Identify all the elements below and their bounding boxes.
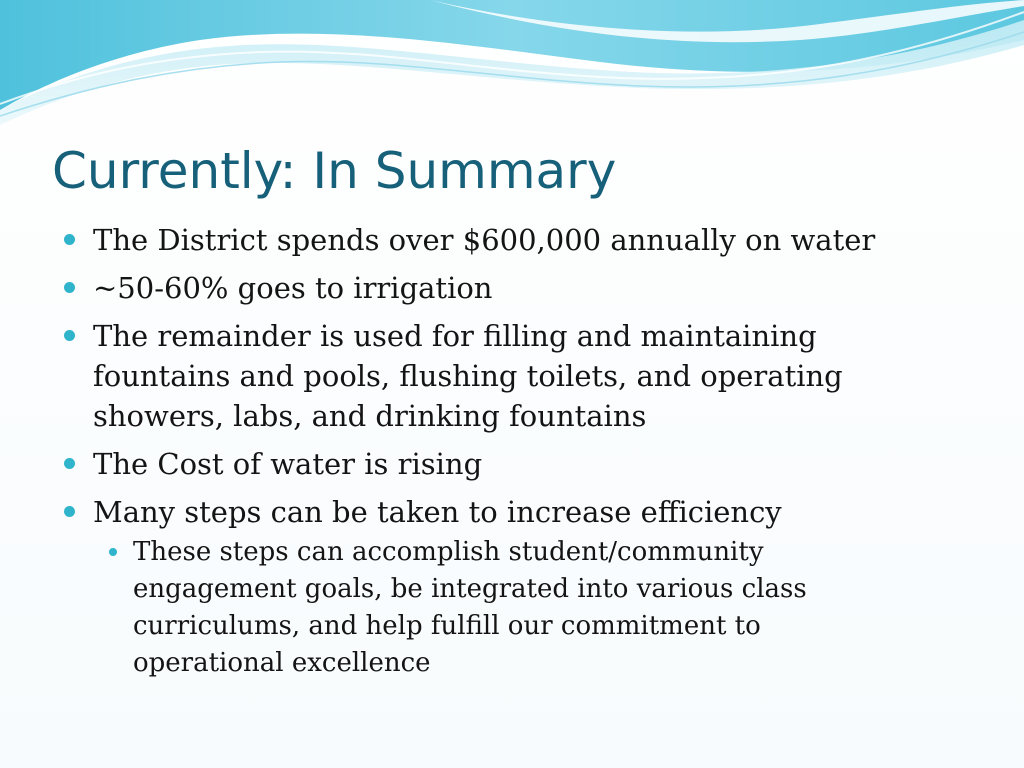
list-item: [62, 268, 962, 308]
bullet-dot-icon: [64, 234, 75, 245]
bullet-text: Many steps can be taken to increase efficiency: [93, 495, 782, 529]
sub-list-item: [103, 534, 853, 682]
bullet-dot-icon: [64, 330, 75, 341]
list-item: [62, 316, 962, 436]
sub-bullet-list: [103, 534, 962, 682]
bullet-dot-icon: [64, 506, 75, 517]
slide-title: Currently: In Summary: [52, 142, 617, 200]
list-item: [62, 220, 962, 260]
bullet-dot-icon: [64, 458, 75, 469]
sub-bullet-text: These steps can accomplish student/community engagement goals, be integrated into various class curriculums, and help fulfill our commitment to operational excellence: [133, 537, 807, 678]
bullet-text: ~50-60% goes to irrigation: [93, 271, 493, 305]
bullet-dot-icon: [64, 282, 75, 293]
list-item: [62, 492, 962, 682]
wave-header-graphic: [0, 0, 1024, 130]
sub-bullet-dot-icon: [109, 548, 117, 556]
bullet-text: The Cost of water is rising: [93, 447, 483, 481]
list-item: [62, 444, 962, 484]
bullet-text: The District spends over $600,000 annually on water: [93, 223, 876, 257]
slide-content: [62, 220, 962, 690]
bullet-text: The remainder is used for filling and maintaining fountains and pools, flushing toilets, and operating showers, labs, and drinking fountains: [93, 319, 843, 433]
bullet-list: [62, 220, 962, 682]
